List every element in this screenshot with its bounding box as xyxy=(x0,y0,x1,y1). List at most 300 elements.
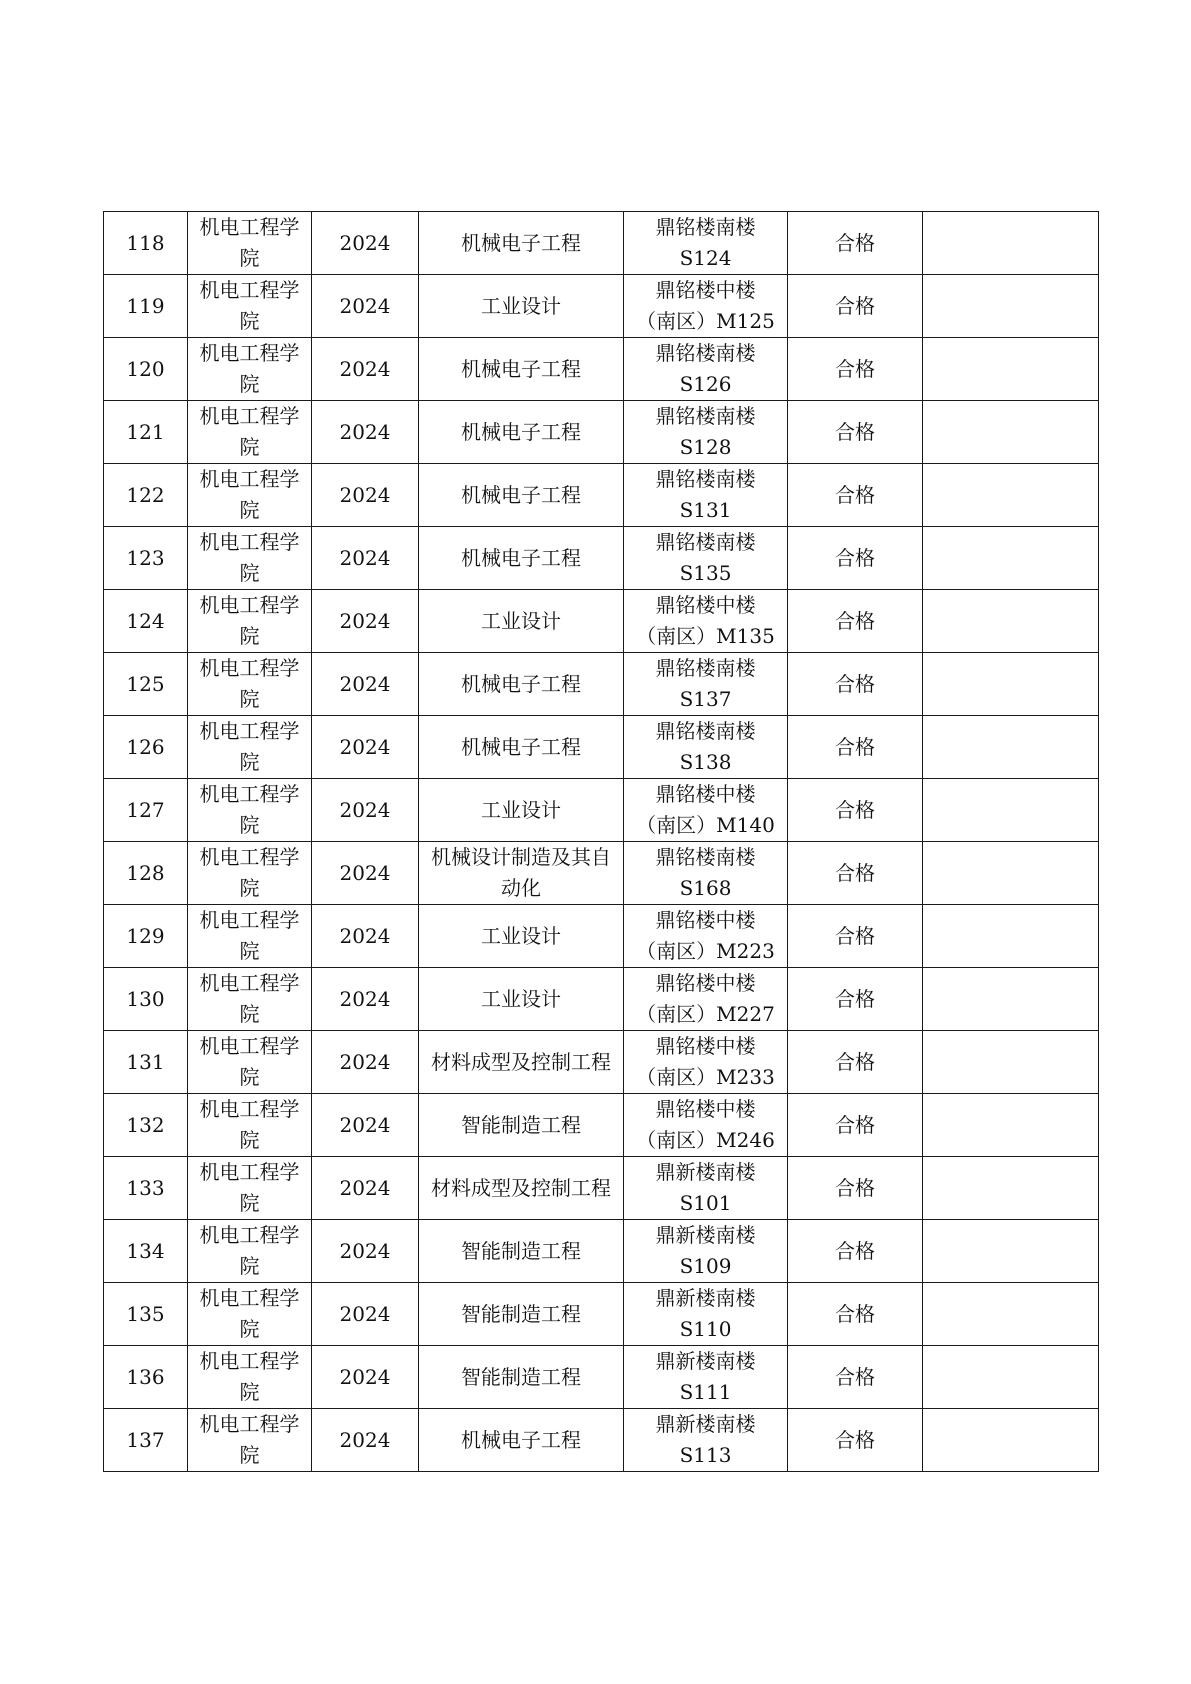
row-number-cell xyxy=(104,1409,188,1472)
remark-cell xyxy=(923,401,1099,464)
row-number: 136 xyxy=(126,1364,165,1389)
room-number: S135 xyxy=(679,561,732,585)
major-cell xyxy=(419,905,624,968)
room-building: 鼎铭楼南楼 xyxy=(655,404,756,428)
college-name: 机电工程学院 xyxy=(199,404,300,459)
room-cell xyxy=(624,590,788,653)
row-number-cell xyxy=(104,1346,188,1409)
room-cell xyxy=(624,1346,788,1409)
year-cell xyxy=(312,401,419,464)
room-number: （南区）M246 xyxy=(636,1128,775,1152)
major-name: 机械设计制造及其自动化 xyxy=(431,845,611,900)
table-row xyxy=(104,212,1099,275)
major-name: 工业设计 xyxy=(481,797,561,822)
room-building: 鼎铭楼南楼 xyxy=(655,845,756,869)
table-row xyxy=(104,1220,1099,1283)
room-cell xyxy=(624,1031,788,1094)
year-cell xyxy=(312,590,419,653)
table-row xyxy=(104,527,1099,590)
result-cell xyxy=(788,338,923,401)
row-number-cell xyxy=(104,905,188,968)
row-number: 132 xyxy=(126,1112,165,1137)
row-number-cell xyxy=(104,716,188,779)
table-row xyxy=(104,842,1099,905)
grade-year: 2024 xyxy=(339,860,391,885)
major-name: 智能制造工程 xyxy=(461,1238,581,1263)
college-cell xyxy=(188,716,312,779)
row-number: 134 xyxy=(126,1238,165,1263)
grade-year: 2024 xyxy=(339,1112,391,1137)
result-cell xyxy=(788,527,923,590)
grade-year: 2024 xyxy=(339,1301,391,1326)
room-building: 鼎新楼南楼 xyxy=(655,1349,756,1373)
room-cell xyxy=(624,968,788,1031)
room-number: （南区）M233 xyxy=(636,1065,775,1089)
row-number-cell xyxy=(104,212,188,275)
year-cell xyxy=(312,716,419,779)
row-number-cell xyxy=(104,590,188,653)
college-name: 机电工程学院 xyxy=(199,908,300,963)
result-cell xyxy=(788,1220,923,1283)
row-number: 137 xyxy=(126,1427,165,1452)
result-cell xyxy=(788,653,923,716)
table-row xyxy=(104,653,1099,716)
result-cell xyxy=(788,1031,923,1094)
inspection-result: 合格 xyxy=(835,356,875,381)
major-cell xyxy=(419,1220,624,1283)
year-cell xyxy=(312,905,419,968)
result-cell xyxy=(788,212,923,275)
major-name: 材料成型及控制工程 xyxy=(431,1175,611,1200)
room-building: 鼎新楼南楼 xyxy=(655,1286,756,1310)
table-row xyxy=(104,968,1099,1031)
college-cell xyxy=(188,1220,312,1283)
room-number: S110 xyxy=(679,1317,732,1341)
year-cell xyxy=(312,1094,419,1157)
room-cell xyxy=(624,1157,788,1220)
remark-cell xyxy=(923,1346,1099,1409)
year-cell xyxy=(312,212,419,275)
year-cell xyxy=(312,1346,419,1409)
college-cell xyxy=(188,905,312,968)
room-building: 鼎铭楼中楼 xyxy=(655,593,756,617)
college-cell xyxy=(188,1094,312,1157)
college-cell xyxy=(188,779,312,842)
grade-year: 2024 xyxy=(339,1427,391,1452)
year-cell xyxy=(312,1031,419,1094)
college-cell xyxy=(188,212,312,275)
major-name: 工业设计 xyxy=(481,986,561,1011)
row-number-cell xyxy=(104,401,188,464)
room-cell xyxy=(624,1220,788,1283)
row-number-cell xyxy=(104,464,188,527)
inspection-result: 合格 xyxy=(835,797,875,822)
row-number-cell xyxy=(104,1094,188,1157)
remark-cell xyxy=(923,653,1099,716)
major-cell xyxy=(419,527,624,590)
grade-year: 2024 xyxy=(339,1049,391,1074)
room-cell xyxy=(624,1283,788,1346)
result-cell xyxy=(788,1157,923,1220)
major-name: 机械电子工程 xyxy=(461,545,581,570)
result-cell xyxy=(788,905,923,968)
result-cell xyxy=(788,968,923,1031)
room-cell xyxy=(624,779,788,842)
room-number: S131 xyxy=(679,498,732,522)
room-building: 鼎铭楼中楼 xyxy=(655,1034,756,1058)
room-building: 鼎铭楼南楼 xyxy=(655,530,756,554)
row-number-cell xyxy=(104,1031,188,1094)
year-cell xyxy=(312,464,419,527)
room-number: S124 xyxy=(679,246,732,270)
result-cell xyxy=(788,716,923,779)
row-number-cell xyxy=(104,1157,188,1220)
remark-cell xyxy=(923,842,1099,905)
college-name: 机电工程学院 xyxy=(199,1286,300,1341)
inspection-result: 合格 xyxy=(835,293,875,318)
room-building: 鼎新楼南楼 xyxy=(655,1412,756,1436)
row-number: 135 xyxy=(126,1301,165,1326)
major-cell xyxy=(419,275,624,338)
table-row xyxy=(104,590,1099,653)
room-cell xyxy=(624,338,788,401)
room-cell xyxy=(624,401,788,464)
inspection-result: 合格 xyxy=(835,860,875,885)
row-number: 122 xyxy=(126,482,165,507)
room-building: 鼎铭楼南楼 xyxy=(655,215,756,239)
room-cell xyxy=(624,905,788,968)
result-cell xyxy=(788,401,923,464)
inspection-result: 合格 xyxy=(835,1238,875,1263)
college-name: 机电工程学院 xyxy=(199,1160,300,1215)
row-number-cell xyxy=(104,653,188,716)
result-cell xyxy=(788,275,923,338)
inspection-results-table xyxy=(103,211,1099,1472)
row-number-cell xyxy=(104,842,188,905)
grade-year: 2024 xyxy=(339,1364,391,1389)
table-row xyxy=(104,1157,1099,1220)
major-cell xyxy=(419,464,624,527)
major-name: 机械电子工程 xyxy=(461,734,581,759)
inspection-result: 合格 xyxy=(835,1301,875,1326)
table-row xyxy=(104,905,1099,968)
room-number: S137 xyxy=(679,687,732,711)
room-number: （南区）M227 xyxy=(636,1002,775,1026)
year-cell xyxy=(312,968,419,1031)
grade-year: 2024 xyxy=(339,986,391,1011)
grade-year: 2024 xyxy=(339,608,391,633)
college-name: 机电工程学院 xyxy=(199,1223,300,1278)
result-cell xyxy=(788,1346,923,1409)
room-number: （南区）M140 xyxy=(636,813,775,837)
inspection-result: 合格 xyxy=(835,1427,875,1452)
remark-cell xyxy=(923,779,1099,842)
room-number: S111 xyxy=(679,1380,732,1404)
major-cell xyxy=(419,1094,624,1157)
year-cell xyxy=(312,1157,419,1220)
table-row xyxy=(104,1346,1099,1409)
result-cell xyxy=(788,842,923,905)
college-name: 机电工程学院 xyxy=(199,719,300,774)
major-cell xyxy=(419,1157,624,1220)
room-number: S113 xyxy=(679,1443,732,1467)
room-cell xyxy=(624,1094,788,1157)
year-cell xyxy=(312,779,419,842)
room-building: 鼎新楼南楼 xyxy=(655,1160,756,1184)
grade-year: 2024 xyxy=(339,356,391,381)
remark-cell xyxy=(923,1094,1099,1157)
major-name: 材料成型及控制工程 xyxy=(431,1049,611,1074)
college-name: 机电工程学院 xyxy=(199,278,300,333)
table-row xyxy=(104,338,1099,401)
room-cell xyxy=(624,527,788,590)
grade-year: 2024 xyxy=(339,419,391,444)
inspection-result: 合格 xyxy=(835,419,875,444)
room-building: 鼎铭楼中楼 xyxy=(655,971,756,995)
college-cell xyxy=(188,275,312,338)
room-number: （南区）M223 xyxy=(636,939,775,963)
row-number: 129 xyxy=(126,923,165,948)
row-number: 119 xyxy=(126,293,165,318)
college-name: 机电工程学院 xyxy=(199,593,300,648)
table-row xyxy=(104,1409,1099,1472)
table-row xyxy=(104,1283,1099,1346)
row-number-cell xyxy=(104,275,188,338)
table-row xyxy=(104,1031,1099,1094)
remark-cell xyxy=(923,968,1099,1031)
major-name: 机械电子工程 xyxy=(461,419,581,444)
row-number: 130 xyxy=(126,986,165,1011)
inspection-result: 合格 xyxy=(835,1364,875,1389)
major-cell xyxy=(419,1409,624,1472)
college-name: 机电工程学院 xyxy=(199,341,300,396)
remark-cell xyxy=(923,1031,1099,1094)
room-building: 鼎铭楼南楼 xyxy=(655,467,756,491)
college-cell xyxy=(188,653,312,716)
room-building: 鼎铭楼中楼 xyxy=(655,908,756,932)
inspection-result: 合格 xyxy=(835,923,875,948)
grade-year: 2024 xyxy=(339,734,391,759)
grade-year: 2024 xyxy=(339,293,391,318)
major-name: 工业设计 xyxy=(481,608,561,633)
inspection-result: 合格 xyxy=(835,1175,875,1200)
room-building: 鼎新楼南楼 xyxy=(655,1223,756,1247)
inspection-result: 合格 xyxy=(835,986,875,1011)
row-number: 121 xyxy=(126,419,165,444)
grade-year: 2024 xyxy=(339,545,391,570)
college-name: 机电工程学院 xyxy=(199,1034,300,1089)
table-row xyxy=(104,464,1099,527)
year-cell xyxy=(312,842,419,905)
row-number: 118 xyxy=(126,230,165,255)
table-row xyxy=(104,779,1099,842)
college-cell xyxy=(188,1283,312,1346)
major-name: 机械电子工程 xyxy=(461,230,581,255)
inspection-result: 合格 xyxy=(835,671,875,696)
remark-cell xyxy=(923,1283,1099,1346)
row-number-cell xyxy=(104,527,188,590)
college-name: 机电工程学院 xyxy=(199,782,300,837)
remark-cell xyxy=(923,1157,1099,1220)
college-name: 机电工程学院 xyxy=(199,656,300,711)
major-cell xyxy=(419,1283,624,1346)
inspection-result: 合格 xyxy=(835,482,875,507)
row-number-cell xyxy=(104,968,188,1031)
major-name: 机械电子工程 xyxy=(461,482,581,507)
result-cell xyxy=(788,1409,923,1472)
major-cell xyxy=(419,1031,624,1094)
college-cell xyxy=(188,1346,312,1409)
major-cell xyxy=(419,779,624,842)
major-name: 智能制造工程 xyxy=(461,1301,581,1326)
row-number-cell xyxy=(104,779,188,842)
grade-year: 2024 xyxy=(339,671,391,696)
major-name: 工业设计 xyxy=(481,923,561,948)
result-cell xyxy=(788,590,923,653)
row-number: 123 xyxy=(126,545,165,570)
college-cell xyxy=(188,1409,312,1472)
year-cell xyxy=(312,1409,419,1472)
college-name: 机电工程学院 xyxy=(199,1097,300,1152)
remark-cell xyxy=(923,464,1099,527)
row-number: 125 xyxy=(126,671,165,696)
college-cell xyxy=(188,842,312,905)
room-cell xyxy=(624,842,788,905)
college-cell xyxy=(188,464,312,527)
room-cell xyxy=(624,653,788,716)
year-cell xyxy=(312,527,419,590)
grade-year: 2024 xyxy=(339,1175,391,1200)
major-cell xyxy=(419,653,624,716)
year-cell xyxy=(312,338,419,401)
row-number: 133 xyxy=(126,1175,165,1200)
college-cell xyxy=(188,1031,312,1094)
grade-year: 2024 xyxy=(339,923,391,948)
major-cell xyxy=(419,338,624,401)
grade-year: 2024 xyxy=(339,1238,391,1263)
college-cell xyxy=(188,527,312,590)
remark-cell xyxy=(923,716,1099,779)
grade-year: 2024 xyxy=(339,797,391,822)
room-cell xyxy=(624,1409,788,1472)
row-number-cell xyxy=(104,1283,188,1346)
college-cell xyxy=(188,1157,312,1220)
room-cell xyxy=(624,212,788,275)
row-number-cell xyxy=(104,338,188,401)
college-name: 机电工程学院 xyxy=(199,530,300,585)
room-building: 鼎铭楼中楼 xyxy=(655,278,756,302)
remark-cell xyxy=(923,590,1099,653)
result-cell xyxy=(788,1283,923,1346)
result-cell xyxy=(788,779,923,842)
inspection-result: 合格 xyxy=(835,608,875,633)
major-name: 机械电子工程 xyxy=(461,356,581,381)
row-number: 131 xyxy=(126,1049,165,1074)
room-number: （南区）M125 xyxy=(636,309,775,333)
inspection-result: 合格 xyxy=(835,230,875,255)
room-building: 鼎铭楼中楼 xyxy=(655,782,756,806)
room-building: 鼎铭楼南楼 xyxy=(655,341,756,365)
major-name: 工业设计 xyxy=(481,293,561,318)
major-name: 智能制造工程 xyxy=(461,1364,581,1389)
room-cell xyxy=(624,464,788,527)
year-cell xyxy=(312,275,419,338)
room-number: （南区）M135 xyxy=(636,624,775,648)
row-number: 127 xyxy=(126,797,165,822)
row-number: 120 xyxy=(126,356,165,381)
room-number: S109 xyxy=(679,1254,732,1278)
college-cell xyxy=(188,338,312,401)
table-row xyxy=(104,1094,1099,1157)
row-number-cell xyxy=(104,1220,188,1283)
major-cell xyxy=(419,590,624,653)
inspection-result: 合格 xyxy=(835,1112,875,1137)
remark-cell xyxy=(923,527,1099,590)
table-row xyxy=(104,401,1099,464)
inspection-result: 合格 xyxy=(835,734,875,759)
inspection-table-page xyxy=(103,211,1099,1472)
inspection-result: 合格 xyxy=(835,1049,875,1074)
college-name: 机电工程学院 xyxy=(199,215,300,270)
result-cell xyxy=(788,464,923,527)
college-cell xyxy=(188,968,312,1031)
college-cell xyxy=(188,401,312,464)
year-cell xyxy=(312,653,419,716)
college-name: 机电工程学院 xyxy=(199,467,300,522)
college-name: 机电工程学院 xyxy=(199,1349,300,1404)
remark-cell xyxy=(923,212,1099,275)
room-number: S138 xyxy=(679,750,732,774)
grade-year: 2024 xyxy=(339,482,391,507)
major-cell xyxy=(419,716,624,779)
room-building: 鼎铭楼中楼 xyxy=(655,1097,756,1121)
result-cell xyxy=(788,1094,923,1157)
room-cell xyxy=(624,716,788,779)
major-name: 机械电子工程 xyxy=(461,1427,581,1452)
major-cell xyxy=(419,842,624,905)
remark-cell xyxy=(923,1220,1099,1283)
year-cell xyxy=(312,1220,419,1283)
room-number: S101 xyxy=(679,1191,732,1215)
major-name: 智能制造工程 xyxy=(461,1112,581,1137)
room-building: 鼎铭楼南楼 xyxy=(655,719,756,743)
major-cell xyxy=(419,1346,624,1409)
major-name: 机械电子工程 xyxy=(461,671,581,696)
table-row xyxy=(104,275,1099,338)
table-row xyxy=(104,716,1099,779)
grade-year: 2024 xyxy=(339,230,391,255)
row-number: 128 xyxy=(126,860,165,885)
row-number: 124 xyxy=(126,608,165,633)
remark-cell xyxy=(923,338,1099,401)
college-name: 机电工程学院 xyxy=(199,971,300,1026)
room-number: S168 xyxy=(679,876,732,900)
college-cell xyxy=(188,590,312,653)
table-body xyxy=(104,212,1099,1472)
inspection-result: 合格 xyxy=(835,545,875,570)
major-cell xyxy=(419,968,624,1031)
remark-cell xyxy=(923,905,1099,968)
remark-cell xyxy=(923,1409,1099,1472)
college-name: 机电工程学院 xyxy=(199,845,300,900)
room-building: 鼎铭楼南楼 xyxy=(655,656,756,680)
remark-cell xyxy=(923,275,1099,338)
room-cell xyxy=(624,275,788,338)
room-number: S128 xyxy=(679,435,732,459)
year-cell xyxy=(312,1283,419,1346)
major-cell xyxy=(419,401,624,464)
row-number: 126 xyxy=(126,734,165,759)
